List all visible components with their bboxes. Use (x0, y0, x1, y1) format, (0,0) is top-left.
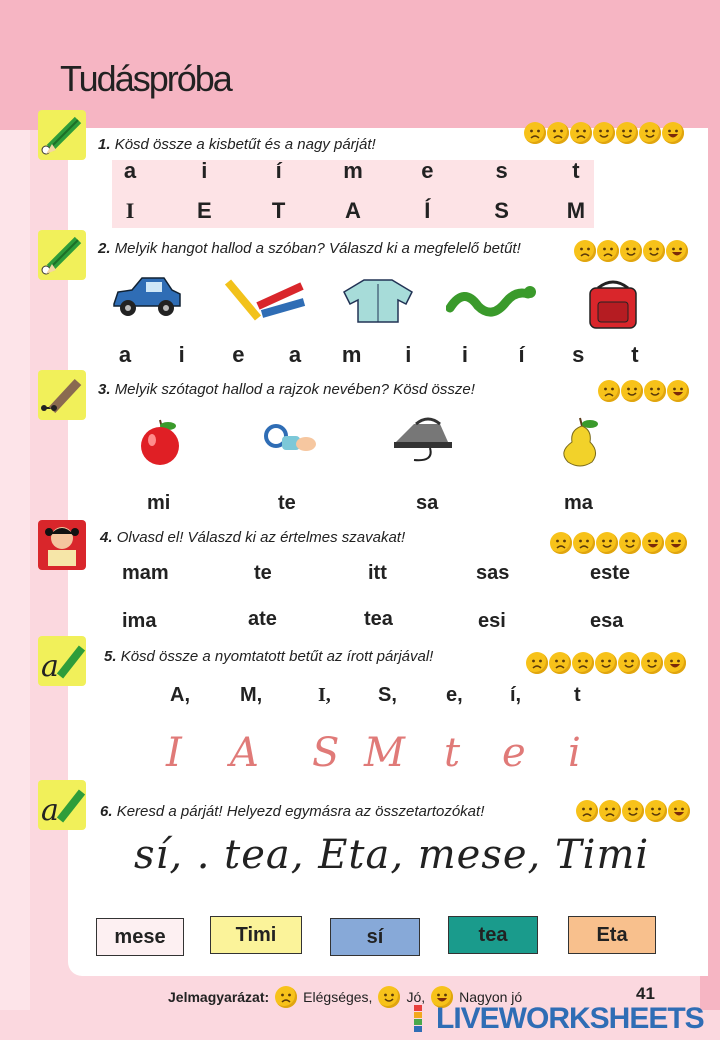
page-number: 41 (636, 984, 655, 1003)
word-card-si[interactable]: sí (330, 918, 420, 956)
word-card-tea[interactable]: tea (448, 916, 538, 954)
rating-smileys (574, 240, 688, 262)
snake-icon (446, 280, 538, 320)
backpack-icon (584, 278, 642, 332)
word-card-mese[interactable]: mese (96, 918, 184, 956)
rating-smileys (524, 122, 684, 144)
letter[interactable]: a (123, 158, 137, 183)
letter[interactable]: A (345, 198, 361, 223)
sad-smiley-icon[interactable] (573, 532, 595, 554)
cursive-letter[interactable]: M (364, 730, 405, 776)
letter[interactable]: Í (424, 198, 431, 223)
shirt-icon (340, 278, 416, 324)
letter[interactable]: m (343, 158, 363, 183)
printed-letter[interactable]: M, (240, 684, 263, 706)
uppercase-row (112, 198, 594, 224)
legend-text: Nagyon jó (459, 989, 523, 1005)
car-icon (108, 274, 184, 322)
letter-option[interactable]: t (631, 342, 639, 367)
cursive-pencil-icon (38, 636, 86, 686)
letter[interactable]: e (421, 158, 434, 183)
happy-smiley-icon[interactable] (644, 380, 666, 402)
word-option[interactable]: ima (122, 610, 157, 632)
cursive-letter[interactable]: S (312, 730, 340, 776)
pencil-task-icon (38, 230, 86, 280)
letter[interactable]: S (494, 198, 509, 223)
cursive-pencil-icon (38, 780, 86, 830)
word-option[interactable]: tea (364, 608, 393, 630)
rating-smileys (526, 652, 686, 674)
letter[interactable]: s (495, 158, 508, 183)
happy-smiley-icon (378, 986, 400, 1008)
happy-smiley-icon[interactable] (619, 532, 641, 554)
page-title: Tudáspróba (60, 58, 231, 99)
sad-smiley-icon[interactable] (570, 122, 592, 144)
letter[interactable]: E (196, 198, 212, 223)
happy-smiley-icon[interactable] (621, 380, 643, 402)
sad-smiley-icon[interactable] (547, 122, 569, 144)
sad-smiley-icon[interactable] (576, 800, 598, 822)
handwritten-words: sí, . tea, Eta, mese, Timi (134, 832, 650, 878)
letter-option[interactable]: i (178, 342, 185, 367)
svg-text:a: a (41, 649, 59, 684)
letter-option[interactable]: e (232, 342, 245, 367)
happy-smiley-icon[interactable] (639, 122, 661, 144)
happy-smiley-icon[interactable] (643, 240, 665, 262)
letter[interactable]: T (271, 198, 286, 223)
syllable[interactable]: te (278, 492, 296, 514)
happy-smiley-icon[interactable] (616, 122, 638, 144)
word-option[interactable]: te (254, 562, 272, 584)
task-1-instruction: 1. Kösd össze a kisbetűt és a nagy párját! (98, 136, 376, 153)
laugh-smiley-icon[interactable] (664, 652, 686, 674)
happy-smiley-icon[interactable] (645, 800, 667, 822)
happy-smiley-icon[interactable] (641, 652, 663, 674)
letter[interactable]: I (125, 198, 135, 223)
syllable[interactable]: sa (416, 492, 439, 514)
sad-smiley-icon[interactable] (550, 532, 572, 554)
happy-smiley-icon[interactable] (595, 652, 617, 674)
word-option[interactable]: sas (476, 562, 510, 584)
cursive-letter[interactable]: i (568, 730, 581, 776)
happy-smiley-icon[interactable] (620, 240, 642, 262)
printed-letter[interactable]: S, (378, 684, 397, 706)
letter-option[interactable]: m (341, 342, 362, 367)
laugh-smiley-icon[interactable] (665, 532, 687, 554)
pencil-task-icon (38, 110, 86, 160)
laugh-smiley-icon[interactable] (662, 122, 684, 144)
happy-smiley-icon[interactable] (622, 800, 644, 822)
legend-text: Elégséges, (303, 989, 373, 1005)
letter-option[interactable]: s (572, 342, 585, 367)
laugh-smiley-icon[interactable] (666, 240, 688, 262)
letter[interactable]: t (572, 158, 580, 183)
letter[interactable]: i (201, 158, 208, 183)
word-option[interactable]: esa (590, 610, 624, 632)
sad-smiley-icon[interactable] (526, 652, 548, 674)
task-2-instruction: 2. Melyik hangot hallod a szóban? Válaszd ki a megfelelő betűt! (98, 240, 521, 257)
legend-text: Jó, (406, 989, 426, 1005)
cursive-letter[interactable]: t (444, 730, 461, 776)
word-option[interactable]: esi (478, 610, 506, 632)
reading-child-icon (38, 520, 86, 570)
task-4-instruction: 4. Olvasd el! Válaszd ki az értelmes szavakat! (100, 529, 406, 546)
pencils-icon (222, 276, 308, 324)
iron-icon (390, 416, 460, 466)
happy-smiley-icon[interactable] (593, 122, 615, 144)
letter-option[interactable]: a (288, 342, 302, 367)
word-option[interactable]: mam (122, 562, 169, 584)
sad-smiley-icon (275, 986, 297, 1008)
pacifier-icon (262, 420, 320, 460)
sad-smiley-icon[interactable] (598, 380, 620, 402)
sad-smiley-icon[interactable] (574, 240, 596, 262)
sad-smiley-icon[interactable] (597, 240, 619, 262)
rating-smileys (598, 380, 689, 402)
letter-option[interactable]: í (518, 342, 525, 367)
sad-smiley-icon[interactable] (599, 800, 621, 822)
cursive-letter[interactable]: e (502, 730, 526, 776)
printed-letter[interactable]: t (574, 684, 581, 706)
task-6-instruction: 6. Keresd a párját! Helyezd egymásra az összetartozókat! (100, 803, 485, 820)
apple-icon (134, 418, 186, 466)
syllable[interactable]: mi (147, 492, 171, 514)
laugh-smiley-icon[interactable] (668, 800, 690, 822)
happy-smiley-icon[interactable] (596, 532, 618, 554)
word-option[interactable]: este (590, 562, 631, 584)
letter-option[interactable]: i (461, 342, 468, 367)
svg-text:a: a (41, 793, 59, 828)
letter-option[interactable]: i (405, 342, 412, 367)
laugh-smiley-icon[interactable] (642, 532, 664, 554)
pear-icon (552, 416, 604, 468)
rating-smileys (550, 532, 687, 554)
letter[interactable]: í (275, 158, 282, 183)
cursive-letter[interactable]: A (230, 730, 259, 776)
printed-letter[interactable]: í, (510, 684, 522, 706)
left-band (0, 130, 30, 1010)
word-option[interactable]: ate (248, 608, 277, 630)
laugh-smiley-icon[interactable] (667, 380, 689, 402)
liveworksheets-logo (412, 1002, 704, 1036)
lowercase-row (112, 158, 594, 184)
task-5-instruction: 5. Kösd össze a nyomtatott betűt az írott párjával! (104, 648, 434, 665)
task-3-instruction: 3. Melyik szótagot hallod a rajzok nevében? Kösd össze! (98, 381, 475, 398)
printed-letter[interactable]: e, (446, 684, 463, 706)
sad-smiley-icon[interactable] (549, 652, 571, 674)
printed-letter[interactable]: A, (170, 684, 190, 706)
happy-smiley-icon[interactable] (618, 652, 640, 674)
syllable[interactable]: ma (564, 492, 593, 514)
cursive-letter[interactable]: I (166, 730, 182, 776)
pencil-connect-icon (38, 370, 86, 420)
letter-option[interactable]: a (118, 342, 132, 367)
word-option[interactable]: itt (368, 562, 387, 584)
word-card-eta[interactable]: Eta (568, 916, 656, 954)
sad-smiley-icon[interactable] (524, 122, 546, 144)
sad-smiley-icon[interactable] (572, 652, 594, 674)
printed-letter[interactable]: I, (318, 684, 331, 706)
legend-label: Jelmagyarázat: (168, 989, 270, 1005)
word-card-timi[interactable]: Timi (210, 916, 302, 954)
live-logo-icon (412, 1004, 436, 1034)
letter[interactable]: M (566, 198, 586, 223)
rating-smileys (576, 800, 690, 822)
brand-name: LIVEWORKSHEETS (436, 1002, 704, 1035)
task-2-letters (110, 342, 650, 368)
